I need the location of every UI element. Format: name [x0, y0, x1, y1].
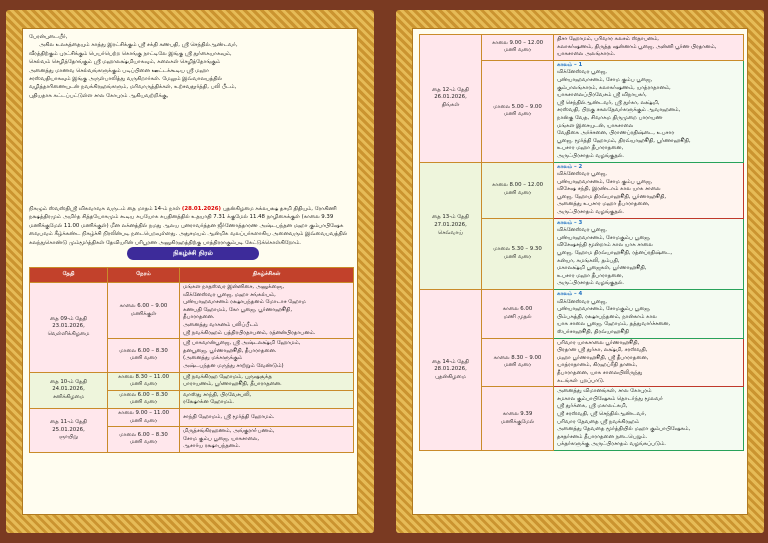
intro-line: வீரத்திற்கும் புரட்சிக்கும் பெயர்பெற்ற கொங்கு நாட்டிலே இங்கு ஸ்ரீ துர்கையாகவும்,	[29, 50, 232, 57]
program-cell: காலம் – 3 விக்னேஸ்வர பூஜை, புண்யாஹவாசனம், சோமகும்ப பூஜை, விசேஷசந்தி மூன்றாம் கால யாக சாலை பூஜை, ஹோம திரவ்யாஹூதி, ரத்னப்ரதிஷ்டை, கன்யா, சுமங்கலி, தம்பதி, மகாலக்ஷ்மி பூஜைகள், பூர்ணாஹூதி, உபசார மஹா தீபாராதனை, அருட்பிரசாதம் வழங்குதல்.	[554, 218, 744, 289]
time-cell: காலை 9.39 மணிக்குமேல்	[482, 387, 554, 451]
time-cell: மாலை 5.30 – 9.30 மணி வரை	[482, 218, 554, 289]
program-cell: ஸ்ரீ பாகவான்பூஜை, ஸ்ரீ அஷ்டலக்ஷ்மி ஹோமம், தனபூஜை, பூர்ணாஹூதி, தீபாராதனை. (அனைத்து மக்களுக்கும் அஷ்டபந்தன மருந்து சாற்றும் வேண்டும்)	[180, 339, 354, 372]
intro-line: அகில உலகத்தையும் காத்து இரட்சிக்கும் ஸ்ரீ சக்தி கணபதி, ஸ்ரீ செந்தில்ஆண்டவர்,	[39, 42, 238, 49]
intro-line: பேரன்புடையீர்,	[29, 34, 68, 40]
day-date-cell: தை 12-ம் தேதி 26.01.2026, திங்கள்	[420, 35, 482, 163]
time-cell: காலை 8.30 – 11.00 மணி வரை	[108, 372, 180, 390]
day-date-cell: தை 09-ம் தேதி 23.01.2026, வெள்ளிக்கிழமை	[30, 283, 108, 373]
invitation-intro	[29, 33, 354, 100]
table-row	[420, 290, 744, 339]
program-cell: மங்கள நாதஸ்வர இன்னிசை, அனுக்ஞை, விக்னேஸ்வர பூஜை, மஹா சங்கல்பம், புண்யாஹவாசனம் ரக்ஷாபந்தனம் மோடாச ஹோம கணபதி ஹோமம், கோ பூஜை, பூர்ணாஹூதி, தீபாராதனை. அனைத்து வாகனம் பலிப்பீடம் ஸ்ரீ நவக்கிரஹம் பத்திரபிரதாபனம், ரத்னன்பிரதாபனம்.	[180, 283, 354, 339]
kalam-label: காலம் – 4	[557, 291, 583, 297]
program-cell: காலம் – 2 விக்னேஸ்வர பூஜை, புண்யாஹவாசனம், சோம கும்ப பூஜை, விசேஷ சந்தி, இரண்டாம் கால யாக சாலை பூஜை, ஹோம திரவ்யாஹூதி, பூர்ணாஹூதி, அனைத்து உபசார மஹா தீபாராதனை, அருட்பிரசாதம் வழங்குதல்.	[554, 162, 744, 218]
program-cell: அனைத்து விமானங்கள், சால கோபுரம் சமகால கும்பாபிஷேகம் தொடர்ந்து மூலவர் ஸ்ரீ துர்க்கை, ஸ்ரீ மகாலட்சுமி, ஸ்ரீ சரஸ்வதி, ஸ்ரீ செந்தில்ஆண்டவர், பரிவார தேவதை ஸ்ரீ நவக்கிரஹம் அனைத்து தேவதை மூர்த்தியில் மஹா கும்பாபிஷேகம், தசதர்சனம் தீபாராதனை நடைபெறும். பக்தர்களுக்கு அருட்பிரசாதம் வழங்கப்படும்.	[554, 387, 744, 451]
time-cell: காலை 8.00 – 12.00 மணி வரை	[482, 162, 554, 218]
program-cell: பரிவார யாகசாலை பூர்ணாஹூதி, பிரதான ஸ்ரீ துர்கா, லக்ஷ்மி, சரஸ்வதி, மஹா பூர்ணாஹூதி, ஸ்ரீ தீபாராதனை, யாத்ராதானம், கிரஹப்ரீதி தானம், தீபாராதனை, யாக சாலையிலிருந்து கடங்கள் புறப்பாடு.	[554, 338, 744, 387]
day-date-cell: தை 13-ம் தேதி 27.01.2026, செவ்வாய்	[420, 162, 482, 290]
program-cell: சாந்தி ஹோமம், ஸ்ரீ மூர்த்தி ஹோமம்.	[180, 408, 354, 426]
day-date-cell: தை 10-ம் தேதி 24.01.2026, சனிக்கிழமை	[30, 372, 108, 408]
program-schedule-banner: நிகழ்ச்சி நிரல்	[127, 247, 259, 260]
time-cell: காலை 9.00 – 12.00 மணி வரை	[482, 35, 554, 61]
header-date: தேதி	[30, 268, 108, 283]
time-cell: மாலை 6.00 – 8.30 மணி வரை	[108, 390, 180, 408]
program-cell: வாஸ்து சாந்தி, பிரவேசபலி, ரக்ஷோக்ன ஹோமம்.	[180, 390, 354, 408]
intro-line: சரஸ்வதியாகவும் இங்கு அருள்பாலித்து வருகிறார்கள். மேலும் இவ்வாலயத்தில்	[29, 76, 222, 83]
kalam-label: காலம் – 2	[557, 163, 583, 170]
kalam-label: காலம் – 3	[557, 219, 583, 226]
right-page-content	[412, 28, 748, 515]
table-row	[30, 283, 354, 339]
time-cell: மாலை 5.00 – 9.00 மணி வரை	[482, 60, 554, 162]
left-page-content	[22, 28, 358, 515]
program-cell: திசா ஹோமம், பரிவார கலசம் ஸ்தாபனம், கலாகர்ஷணம், திருத்த ஷன்னாம் பூஜை, அன்னி பூர்ண பிரதானம், யாகசாலை அலங்காரம்.	[554, 35, 744, 61]
main-date: (28.01.2026)	[181, 206, 221, 212]
table-row	[30, 408, 354, 426]
time-cell: காலை 6.00 – 9.00 மணிக்குள்	[108, 283, 180, 339]
program-cell: காலம் – 1 விக்னேஸ்வர பூஜை, புண்யாஹவாசனம், சோம கும்ப பூஜை, கும்பாலங்காரம், கலாகர்ஷணம், யாத்ராதானம், யாகசாலைப்பிரவேசம் ஸ்ரீ விநாயகர், ஸ்ரீ செந்தில்ஆண்டவர், ஸ்ரீ துர்கா, லக்ஷ்மி, சரஸ்வதி, பிறகு சகலதேவர்களுக்கும் ஆவாஹனம், நான்கு வேத, சிவாகம திருமுறை பாராயண மங்கள இசையுடன், யாகசாலை வேதிகை அர்ச்சனை, பிராணப்ரதிஷ்டை, உபசார பூஜை, மூர்த்தி ஹோமம், திரவ்யாஹூதி, பூர்ணாஹூதி, உபசார மஹா தீபாராதனை, அருட்பிரசாதம் வழங்குதல்.	[554, 60, 744, 162]
program-cell: ஸ்ரீ நவக்கிரஹ ஹோமம், புருஷசூக்த பாராயணம், பூர்ணாஹூதி, தீபாராதனை.	[180, 372, 354, 390]
day-date-cell: தை 14-ம் தேதி 28.01.2026, புதன்கிழமை	[420, 290, 482, 451]
kalam-label: காலம் – 1	[557, 61, 583, 68]
table-row	[420, 35, 744, 61]
time-cell: காலை 9.00 – 11.00 மணி வரை	[108, 408, 180, 426]
header-program: நிகழ்ச்சிகள்	[180, 268, 354, 283]
day-date-cell: தை 11-ம் தேதி 25.01.2026, ஞாயிறு	[30, 408, 108, 452]
intro-line: வழித்தாரிணையுடன் நவக்கிரஹங்களும், மரிவாருத்திக்கள், உற்சவதூர்த்தி, பலி பீடம்,	[29, 84, 237, 91]
time-cell: காலை 8.30 – 9.00 மணி வரை	[482, 338, 554, 387]
time-cell: மாலை 6.00 – 8.30 மணி வரை	[108, 427, 180, 453]
table-row	[420, 162, 744, 218]
program-cell: காலம் – 4 விக்னேஸ்வர பூஜை, புண்யாஹவாசனம், சோமகும்ப பூஜை, பிம்பசுத்தி, ரக்ஷாபந்தனம், நான்காம் கால யாக சாலை பூஜை, ஹோமம், தத்துவார்ச்சனை, ஸ்பர்சாஹூதி, திரவ்யாஹூதி	[554, 290, 744, 339]
schedule-table-right	[419, 34, 744, 451]
header-time: நேரம்	[108, 268, 180, 283]
time-cell: மாலை 6.00 – 8.30 மணி வரை	[108, 339, 180, 372]
time-cell: காலை 6.00 மணி முதல்	[482, 290, 554, 339]
intro-line: செல்வம் செழித்தோங்கும் ஸ்ரீ மஹாலக்ஷ்மியாகவும், கலைகள் செழித்தோங்கும்	[29, 59, 221, 66]
right-page	[396, 10, 764, 533]
table-row	[30, 372, 354, 390]
body-text: நிகழும் ஸ்வஸ்திஸ்ரீ விசுவாவசு வருடம் தை மாதம் 14-ம் நாள் (28.01.2026) புதன்கிழமை சுக்லபக்ஷ தசமி திதியும், ரோகிணி நக்ஷத்திரமும் அமிர்த சித்தயோகமும் கூடிய சுபயோக சுபதினத்தில் உதயாதி 7.31 க்குமேல் 11.48 நாழிகைக்குள் (காலை 9.39 மணிக்குமேல் 11.00 மணிக்குள்) மீன லக்னத்தில் நமது ஆலய புனராவர்த்தன ஜீர்ணோத்தாரண அஷ்டபந்தன மஹா கும்பாபிஷேக வைபவம் கீழ்க்கண்ட நிகழ்ச்சி நிரலின்படி நடைபெறவுள்ளது. அதுசமயம் ஆன்மிக வலப்பர்களாகிய அனைவரும் இவ்வைபவத்தில் கலந்துகொண்டு மும்மூர்த்திகள் தேவியரின் பரிபூரண அனுகிரஹத்திற்கு பாத்திரராகும்படி கேட்டுக்கொள்கிறோம்.	[29, 206, 348, 246]
invitation-body	[29, 205, 354, 247]
intro-line: அனைத்து மாணவ செல்வங்களுக்கும் படிப்பினை ஊட்டக்கூடிய ஸ்ரீ மஹா	[29, 67, 209, 74]
intro-line: புதியதாக கட்டப்பட்டுள்ள சால கோபுரம் ஆகியவற்றிக்கு,	[29, 92, 169, 99]
left-page	[6, 10, 374, 533]
schedule-table-left	[29, 267, 354, 453]
program-cell: மிருத்சங்கிரஹணம், அங்குராா்பணம், சோம கும்ப பூஜை, யாகசாலை, ஆசார்ய ரக்ஷாபந்தனம்.	[180, 427, 354, 453]
